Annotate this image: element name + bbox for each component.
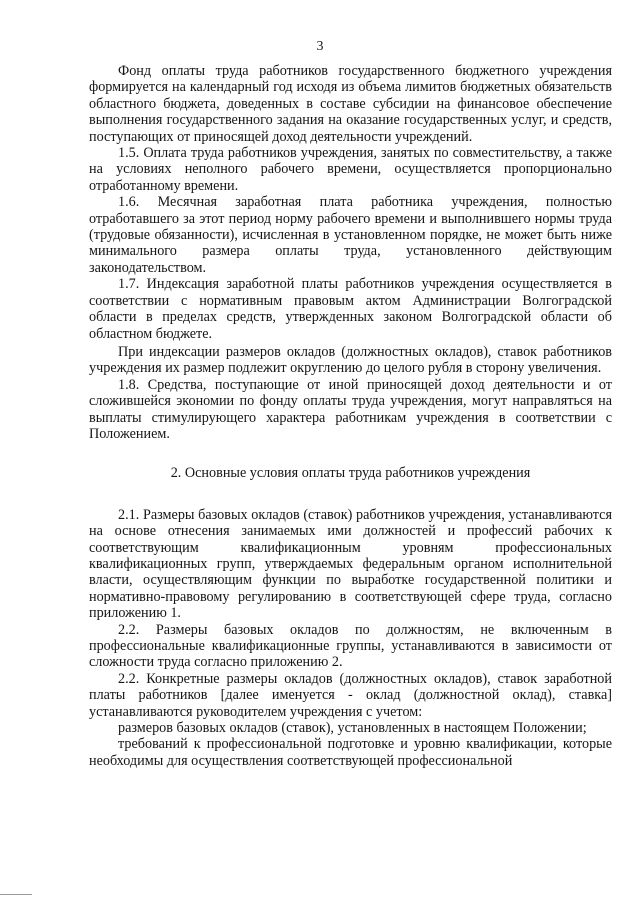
document-body [89, 63, 612, 769]
paragraph-1-7: 1.7. Индексация заработной платы работников учреждения осуществляется в соответствии с нормативным правовым актом Администрации Волгоградской области в пределах средств, утвержденных законом Волгоградской области об областном бюджете. [89, 276, 612, 342]
paragraph-2-2-specific-salaries: 2.2. Конкретные размеры окладов (должностных окладов), ставок заработной платы работников [далее именуется - оклад (должностной оклад), ставка] устанавливаются руководителем учреждения с учетом: [89, 670, 612, 720]
paragraph-1-5: 1.5. Оплата труда работников учреждения, занятых по совместительству, а также на условиях неполного рабочего времени, осуществляется пропорционально отработанному времени. [89, 145, 612, 194]
paragraph-base-salary-sizes: размеров базовых окладов (ставок), установленных в настоящем Положении; [118, 720, 587, 737]
paragraph-2-2-base-salaries: 2.2. Размеры базовых окладов по должностям, не включенным в профессиональные квалификационные группы, устанавливаются в зависимости от сложности труда согласно приложению 2. [89, 621, 612, 671]
paragraph-1-8: 1.8. Средства, поступающие от иной приносящей доход деятельности и от сложившейся экономии по фонду оплаты труда учреждения, могут направляться на выплаты стимулирующего характера работникам учреждения в соответствии с Положением. [89, 376, 612, 442]
paragraph-2-1: 2.1. Размеры базовых окладов (ставок) работников учреждения, устанавливаются на основе отнесения занимаемых ими должностей и профессий рабочих к соответствующим квалификационным уровням профессиональных квалификационных групп, утверждаемых федеральным органом исполнительной власти, осуществляющим функции по выработке государственной политики и нормативно-правовому регулированию в соответствующей сфере труда, согласно приложению 1. [89, 506, 612, 622]
paragraph-payroll-fund: Фонд оплаты труда работников государственного бюджетного учреждения формируется на календарный год исходя из объема лимитов бюджетных обязательств областного бюджета, доведенных в составе субсидии на финансовое обеспечение выполнения государственного задания на оказание государственных услуг, и средств, поступающих от приносящей доход деятельности учреждений. [89, 63, 612, 145]
paragraph-indexation: При индексации размеров окладов (должностных окладов), ставок работников учреждения их размер подлежит округлению до целого рубля в сторону увеличения. [89, 343, 612, 377]
bottom-rule [0, 894, 32, 895]
paragraph-1-6: 1.6. Месячная заработная плата работника учреждения, полностью отработавшего за этот период норму рабочего времени и выполнившего нормы труда (трудовые обязанности), исчисленная в установленном порядке, не может быть ниже минимального размера оплаты труда, установленного действующим законодательством. [89, 194, 612, 276]
paragraph-qualification-requirements: требований к профессиональной подготовке и уровню квалификации, которые необходимы для осуществления соответствующей профессиональной [89, 736, 612, 769]
page-number: 3 [316, 39, 324, 54]
section-heading: 2. Основные условия оплаты труда работников учреждения [170, 465, 531, 482]
